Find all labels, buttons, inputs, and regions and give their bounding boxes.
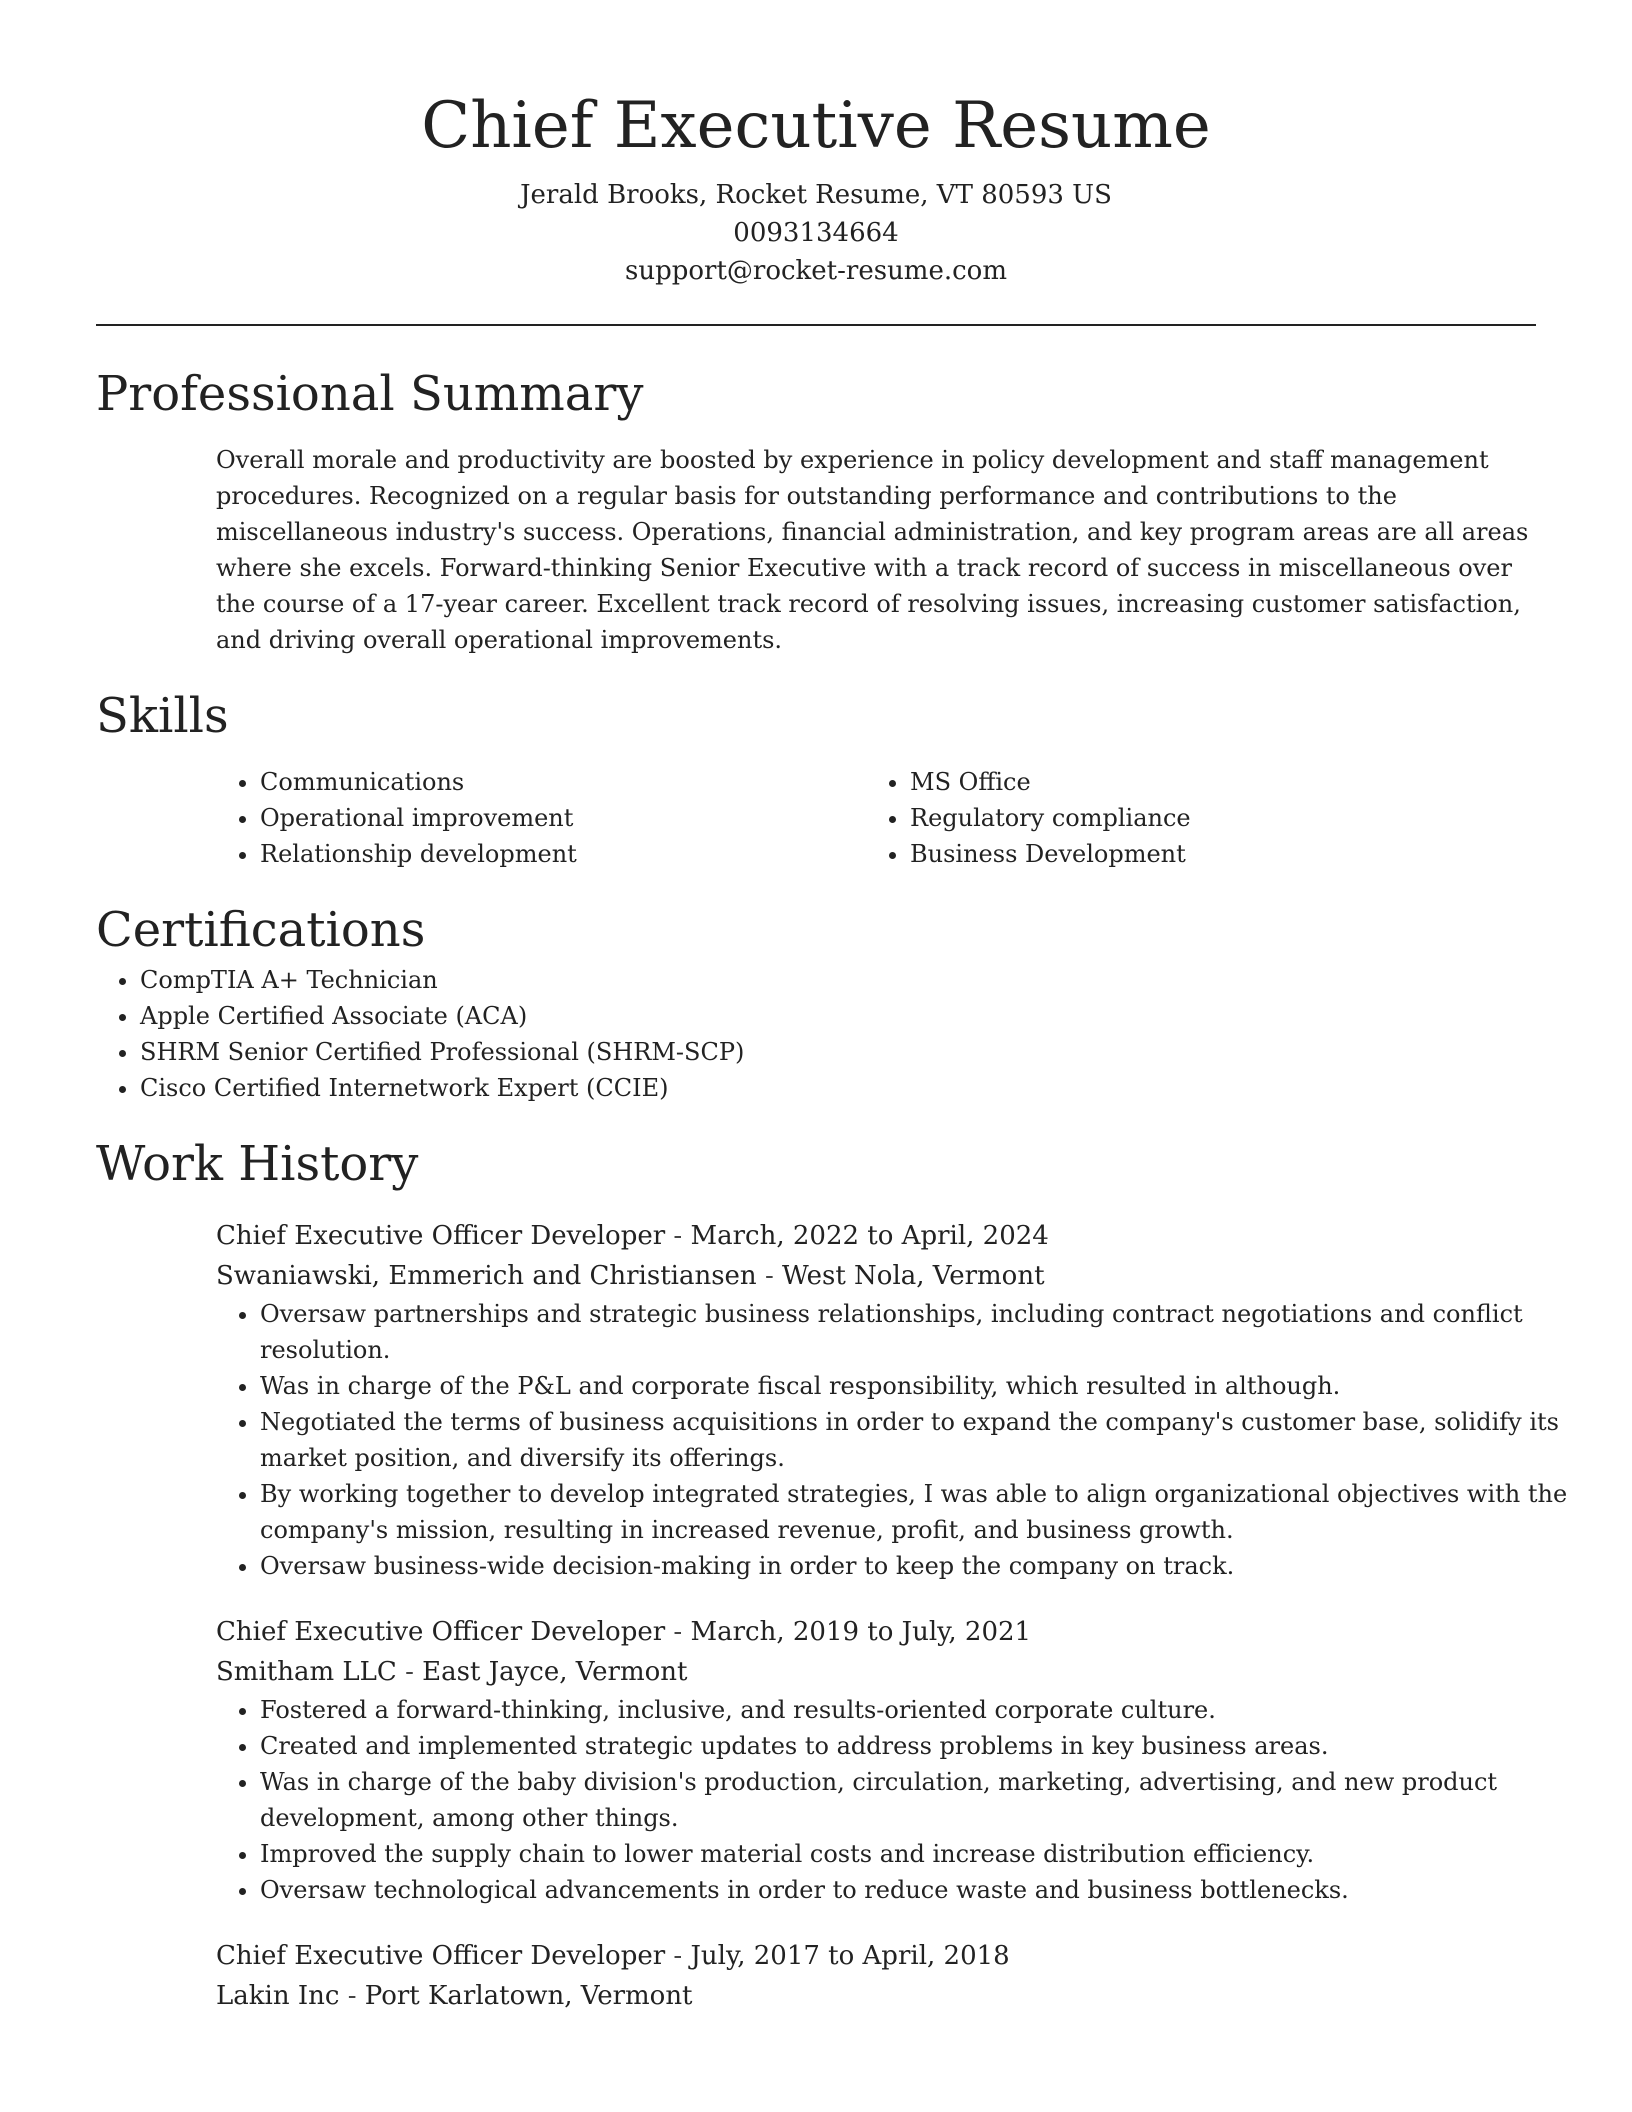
- job-entry: [216, 1216, 1568, 1584]
- contact-email: support@rocket-resume.com: [624, 256, 1007, 286]
- job-dates: July, 2017 to April, 2018: [690, 1941, 1010, 1971]
- certifications-section: [96, 898, 1536, 1106]
- document-title: Chief Executive Resume: [421, 89, 1211, 163]
- skill-item: • Regulatory compliance: [910, 800, 1516, 836]
- job-company-line: [216, 1256, 1536, 1296]
- job-title-line: [216, 1936, 1536, 1976]
- skill-item: • Relationship development: [260, 836, 866, 872]
- job-location: Port Karlatown, Vermont: [364, 1981, 693, 2011]
- job-bullets: [216, 1692, 1580, 1908]
- job-location: West Nola, Vermont: [782, 1261, 1045, 1291]
- job-bullet: • Created and implemented strategic updates to address problems in key business areas.: [260, 1728, 1580, 1764]
- skills-heading: Skills: [96, 688, 229, 744]
- skills-list-right: [866, 764, 1516, 872]
- header-divider: [96, 324, 1536, 326]
- separator: -: [764, 1261, 774, 1291]
- work-history-heading: Work History: [96, 1136, 419, 1192]
- summary-text: Overall morale and productivity are boosted by experience in policy development and staff management procedures. Recognized on a regular basis for outstanding performance and contributions to the miscellaneous industry's success. Operations, financial administration, and key program areas are all areas where she excels. Forward-thinking Senior Executive with a track record of success in miscellaneous over the course of a 17-year career. Excellent track record of resolving issues, increasing customer satisfaction, and driving overall operational improvements.: [216, 446, 1529, 654]
- skills-section: [96, 684, 1536, 872]
- job-bullet: • Was in charge of the P&L and corporate fiscal responsibility, which resulted in although.: [260, 1368, 1580, 1404]
- skill-item: • Communications: [260, 764, 866, 800]
- job-company-line: [216, 1652, 1536, 1692]
- job-title: Chief Executive Officer Developer: [216, 1941, 666, 1971]
- job-location: East Jayce, Vermont: [422, 1657, 688, 1687]
- certification-item: • Apple Certified Associate (ACA): [140, 998, 1536, 1034]
- job-bullet: • Oversaw business-wide decision-making in order to keep the company on track.: [260, 1548, 1580, 1584]
- job-bullets: [216, 1296, 1580, 1584]
- skill-item: • Business Development: [910, 836, 1516, 872]
- job-entry: [216, 1612, 1536, 1908]
- skill-item: • Operational improvement: [260, 800, 866, 836]
- skills-list-left: [216, 764, 866, 872]
- job-title-line: [216, 1612, 1536, 1652]
- job-title: Chief Executive Officer Developer: [216, 1221, 666, 1251]
- separator: -: [405, 1657, 414, 1687]
- job-bullet: • Was in charge of the baby division's production, circulation, marketing, advertising, and new product development, among other things.: [260, 1764, 1580, 1836]
- job-company: Lakin Inc: [216, 1981, 340, 2011]
- separator: -: [673, 1617, 683, 1647]
- job-dates: March, 2022 to April, 2024: [690, 1221, 1049, 1251]
- summary-section: [96, 362, 1536, 658]
- job-dates: March, 2019 to July, 2021: [690, 1617, 1032, 1647]
- separator: -: [347, 1981, 357, 2011]
- certifications-list: [96, 962, 1536, 1106]
- job-company: Swaniawski, Emmerich and Christiansen: [216, 1261, 757, 1291]
- job-title: Chief Executive Officer Developer: [216, 1617, 666, 1647]
- job-company-line: [216, 1976, 1536, 2016]
- resume-page: [96, 0, 1568, 2016]
- certification-item: • Cisco Certified Internetwork Expert (CCIE): [140, 1070, 1536, 1106]
- contact-address: Jerald Brooks, Rocket Resume, VT 80593 US: [520, 180, 1112, 210]
- job-bullet: • Improved the supply chain to lower material costs and increase distribution efficiency.: [260, 1836, 1580, 1872]
- job-title-line: [216, 1216, 1536, 1256]
- job-bullet: • Fostered a forward-thinking, inclusive, and results-oriented corporate culture.: [260, 1692, 1580, 1728]
- certifications-heading: Certifications: [96, 902, 426, 958]
- separator: -: [673, 1941, 683, 1971]
- certification-item: • CompTIA A+ Technician: [140, 962, 1536, 998]
- contact-block: [96, 176, 1536, 290]
- summary-heading: Professional Summary: [96, 366, 644, 422]
- job-entry: [216, 1936, 1536, 2016]
- contact-phone: 0093134664: [733, 218, 899, 248]
- work-history-section: [96, 1132, 1568, 2016]
- resume-header: [96, 0, 1536, 290]
- skills-grid: [216, 764, 1536, 872]
- separator: -: [673, 1221, 683, 1251]
- job-bullet: • Oversaw partnerships and strategic business relationships, including contract negotiations and conflict resolution.: [260, 1296, 1580, 1368]
- job-bullet: • By working together to develop integrated strategies, I was able to align organizational objectives with the company's mission, resulting in increased revenue, profit, and business growth.: [260, 1476, 1580, 1548]
- job-company: Smitham LLC: [216, 1657, 397, 1687]
- skill-item: • MS Office: [910, 764, 1516, 800]
- job-bullet: • Oversaw technological advancements in order to reduce waste and business bottlenecks.: [260, 1872, 1580, 1908]
- certification-item: • SHRM Senior Certified Professional (SHRM-SCP): [140, 1034, 1536, 1070]
- job-bullet: • Negotiated the terms of business acquisitions in order to expand the company's customer base, solidify its market position, and diversify its offerings.: [260, 1404, 1580, 1476]
